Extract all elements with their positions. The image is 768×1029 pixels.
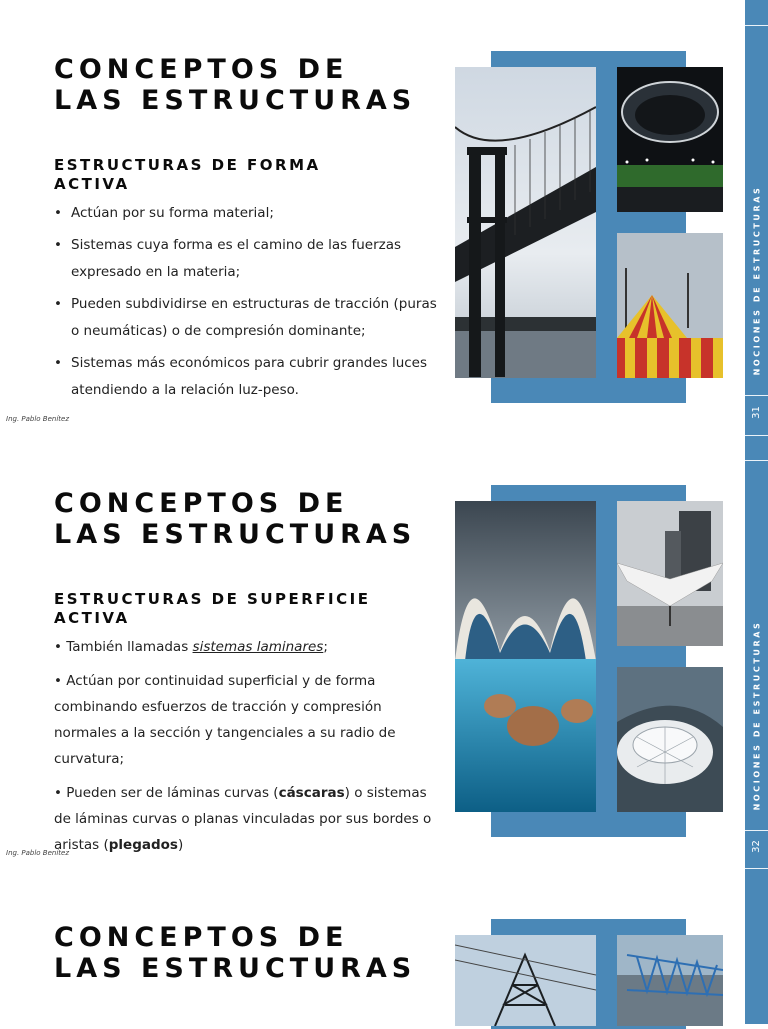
paragraph-laminas: • Pueden ser de láminas curvas (cáscaras) o sistemas de láminas curvas o planas vinculadas por sus bordes o aristas (plegados)	[54, 785, 432, 853]
slide-title	[54, 488, 416, 550]
slide-title	[54, 922, 416, 984]
plegados-term: plegados	[108, 837, 178, 853]
subtitle-line-2: ACTIVA	[54, 609, 130, 627]
title-line-1: CONCEPTOS DE	[54, 54, 349, 85]
bullet-list	[54, 200, 444, 409]
section-subtitle	[54, 156, 384, 194]
slide-33	[0, 868, 768, 1024]
title-line-2: LAS ESTRUCTURAS	[54, 85, 417, 116]
bullet-item: • Actúan por su forma material;	[54, 200, 444, 227]
page-number: 31	[750, 405, 762, 419]
side-divider	[745, 460, 768, 461]
power-tower-photo	[455, 935, 596, 1026]
hyperbolic-canopy-photo	[617, 501, 723, 646]
section-subtitle	[54, 590, 384, 628]
stadium-roof-photo	[617, 67, 723, 212]
side-divider	[745, 25, 768, 26]
bullet-item: • Pueden subdividirse en estructuras de tracción (puras o neumáticas) o de compresión dominante;	[54, 291, 444, 345]
laminares-term: sistemas laminares	[192, 639, 324, 655]
slide-32	[0, 434, 768, 868]
subtitle-line-1: ESTRUCTURAS DE SUPERFICIE	[54, 590, 371, 608]
author-credit: Ing. Pablo Benítez	[6, 415, 70, 423]
subtitle-line-1: ESTRUCTURAS DE FORMA	[54, 156, 321, 174]
bullet-item: • Sistemas más económicos para cubrir grandes luces atendiendo a la relación luz-peso.	[54, 350, 444, 404]
title-line-2: LAS ESTRUCTURAS	[54, 519, 417, 550]
dome-stadium-photo	[617, 667, 723, 812]
oceanografic-shell-photo	[455, 501, 596, 812]
paragraph-list	[54, 634, 446, 866]
page-number: 32	[750, 839, 762, 853]
side-divider	[745, 435, 768, 436]
paragraph-laminares: • También llamadas sistemas laminares;	[54, 639, 328, 655]
truss-bridge-photo	[617, 935, 723, 1026]
side-label: NOCIONES DE ESTRUCTURAS	[752, 620, 762, 810]
suspension-bridge-photo	[455, 67, 596, 378]
slide-title	[54, 54, 416, 116]
author-credit: Ing. Pablo Benítez	[6, 849, 70, 857]
side-divider	[745, 868, 768, 869]
paragraph-continuidad: • Actúan por continuidad superficial y de forma combinando esfuerzos de tracción y compresión normales a la sección y tangenciales a su radio de curvatura;	[54, 673, 396, 767]
cascaras-term: cáscaras	[278, 785, 345, 801]
side-label: NOCIONES DE ESTRUCTURAS	[752, 185, 762, 375]
title-line-2: LAS ESTRUCTURAS	[54, 953, 417, 984]
circus-tent-photo	[617, 233, 723, 378]
bullet-item: • Sistemas cuya forma es el camino de las fuerzas expresado en la materia;	[54, 232, 444, 286]
slide-31	[0, 0, 768, 434]
title-line-1: CONCEPTOS DE	[54, 488, 349, 519]
title-line-1: CONCEPTOS DE	[54, 922, 349, 953]
subtitle-line-2: ACTIVA	[54, 175, 130, 193]
